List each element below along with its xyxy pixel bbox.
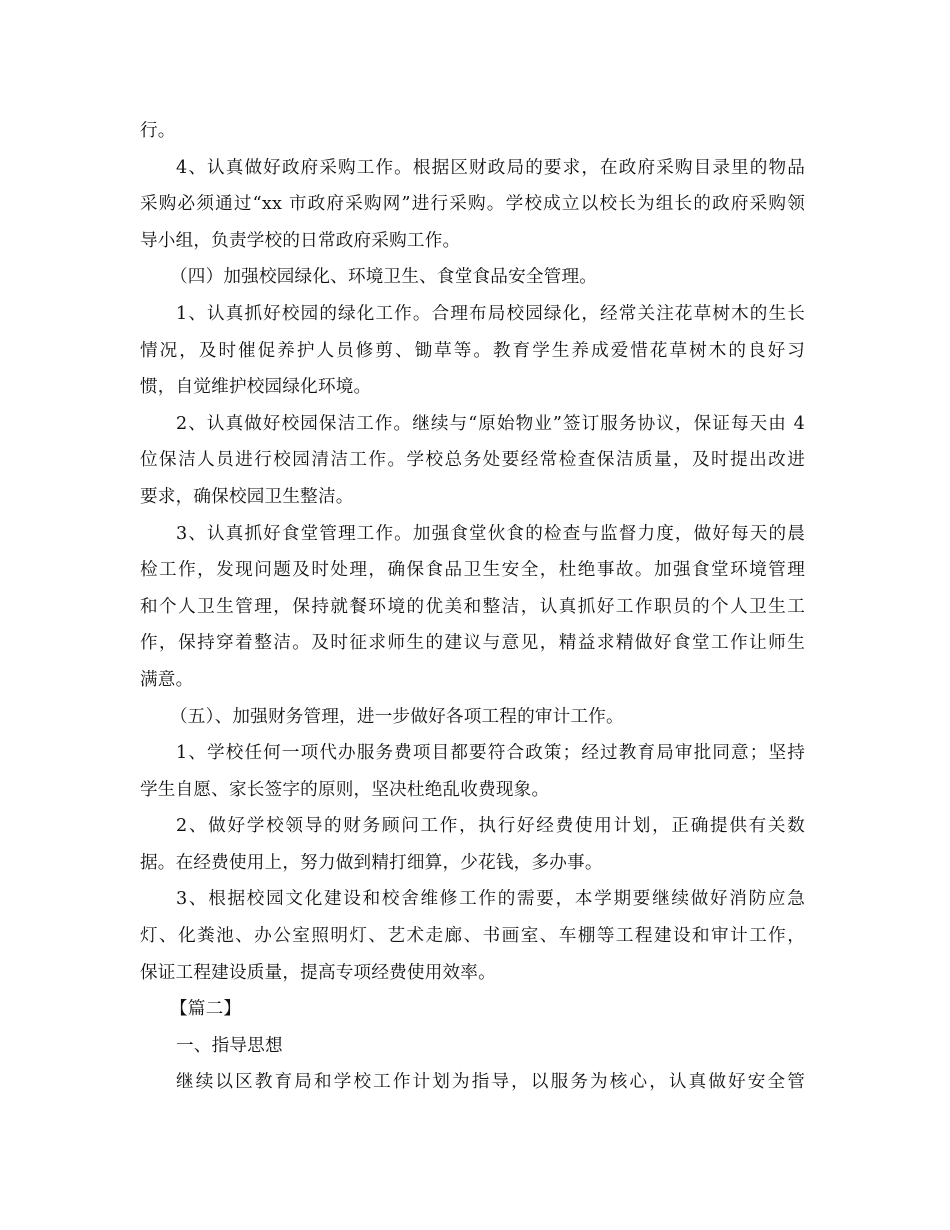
text-line: 情况，及时催促养护人员修剪、锄草等。教育学生养成爱惜花草树木的良好习 <box>140 340 805 361</box>
text-line: 学生自愿、家长签字的原则，坚决杜绝乱收费现象。 <box>140 779 550 800</box>
text-line: 要求，确保校园卫生整洁。 <box>140 486 354 507</box>
text-line: 2、做好学校领导的财务顾问工作，执行好经费使用计划，正确提供有关数 <box>176 816 805 837</box>
text-line: 4、认真做好政府采购工作。根据区财政局的要求，在政府采购目录里的物品 <box>176 157 805 178</box>
section-heading: （四）加强校园绿化、环境卫生、食堂食品安全管理。 <box>170 267 598 288</box>
section-heading: 一、指导思想 <box>176 1035 283 1056</box>
text-line: 满意。 <box>140 669 194 690</box>
text-line: 据。在经费使用上，努力做到精打细算，少花钱，多办事。 <box>140 852 603 873</box>
text-line: 采购必须通过“xx 市政府采购网”进行采购。学校成立以校长为组长的政府采购领 <box>140 194 805 215</box>
text-line: 惯，自觉维护校园绿化环境。 <box>140 377 372 398</box>
text-line: 2、认真做好校园保洁工作。继续与“原始物业”签订服务协议，保证每天由 4 <box>176 413 805 434</box>
text-line: 位保洁人员进行校园清洁工作。学校总务处要经常检查保洁质量，及时提出改进 <box>140 450 805 471</box>
text-line: 灯、化粪池、办公室照明灯、艺术走廊、书画室、车棚等工程建设和审计工作， <box>140 926 805 947</box>
text-line: 3、认真抓好食堂管理工作。加强食堂伙食的检查与监督力度，做好每天的晨 <box>176 523 805 544</box>
text-line: 继续以区教育局和学校工作计划为指导，以服务为核心，认真做好安全管 <box>176 1072 805 1093</box>
part-heading: 【篇二】 <box>170 999 242 1020</box>
text-line: 1、学校任何一项代办服务费项目都要符合政策；经过教育局审批同意；坚持 <box>176 743 805 764</box>
document-body <box>140 113 805 1101</box>
section-heading: （五）、加强财务管理，进一步做好各项工程的审计工作。 <box>170 706 624 727</box>
text-line: 保证工程建设质量，提高专项经费使用效率。 <box>140 962 496 983</box>
text-line: 检工作，发现问题及时处理，确保食品卫生安全，杜绝事故。加强食堂环境管理 <box>140 560 805 581</box>
text-line: 3、根据校园文化建设和校舍维修工作的需要，本学期要继续做好消防应急 <box>176 889 805 910</box>
text-line: 1、认真抓好校园的绿化工作。合理布局校园绿化，经常关注花草树木的生长 <box>176 303 805 324</box>
text-line: 和个人卫生管理，保持就餐环境的优美和整洁，认真抓好工作职员的个人卫生工 <box>140 596 805 617</box>
text-line: 行。 <box>140 121 176 141</box>
text-line: 作，保持穿着整洁。及时征求师生的建议与意见，精益求精做好食堂工作让师生 <box>140 633 805 654</box>
text-line: 导小组，负责学校的日常政府采购工作。 <box>140 230 461 251</box>
